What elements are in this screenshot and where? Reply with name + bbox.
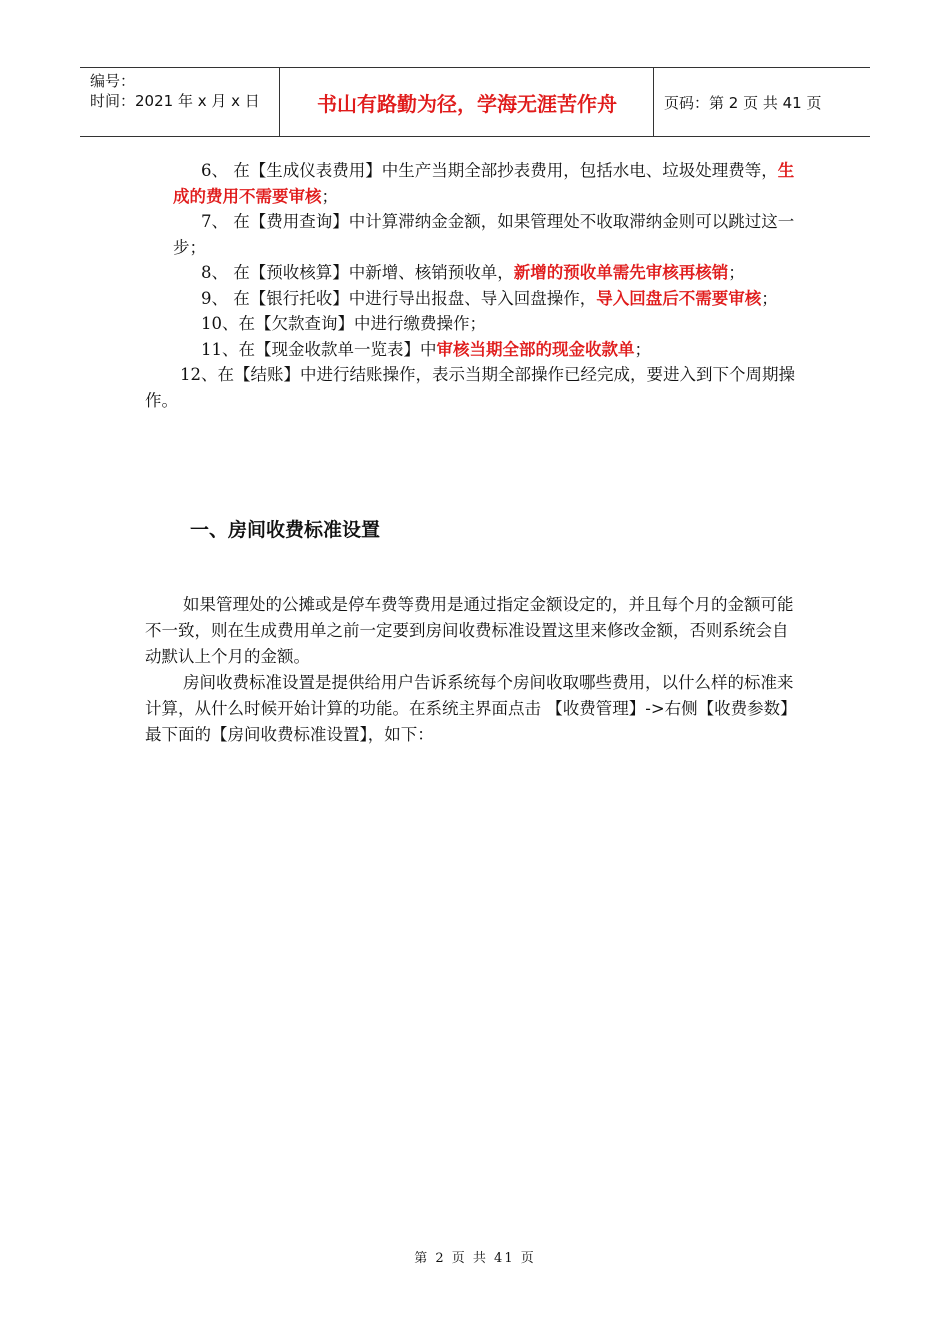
step-item: 11、在【现金收款单一览表】中审核当期全部的现金收款单；	[201, 339, 651, 359]
paragraph: 如果管理处的公摊或是停车费等费用是通过指定金额设定的，并且每个月的金额可能不一致，则在生成费用单之前一定要到房间收费标准设置这里来修改金额，否则系统会自动默认上个月的金额。	[145, 595, 794, 666]
page-footer: 第 2 页 共 41 页	[414, 1251, 536, 1266]
step-item: 10、在【欠款查询】中进行缴费操作；	[201, 314, 486, 333]
step-item: 7、 在【费用查询】中计算滞纳金金额，如果管理处不收取滞纳金则可以跳过这一步；	[173, 212, 795, 257]
header-motto: 书山有路勤为径，学海无涯苦作舟	[281, 68, 654, 136]
step-item: 8、 在【预收核算】中新增、核销预收单，新增的预收单需先审核再核销；	[201, 263, 745, 282]
page-header	[80, 67, 870, 137]
steps-list	[145, 158, 805, 413]
header-info-cell	[80, 68, 280, 136]
paragraph: 房间收费标准设置是提供给用户告诉系统每个房间收取哪些费用，以什么样的标准来计算，从什么时候开始计算的功能。在系统主界面点击 【收费管理】->右侧【收费参数】最下面的【房间收费标准设置】，如下：	[145, 673, 797, 744]
section-heading: 一、房间收费标准设置	[190, 519, 381, 541]
section-body	[145, 592, 800, 748]
step-item: 9、 在【银行托收】中进行导出报盘、导入回盘操作，导入回盘后不需要审核；	[201, 288, 778, 308]
header-page-number: 页码：第 2 页 共 41 页	[664, 93, 822, 112]
document-number-label: 编号：	[90, 72, 136, 90]
document-time-label: 时间：2021 年 x 月 x 日	[90, 92, 260, 110]
step-item: 6、 在【生成仪表费用】中生产当期全部抄表费用，包括水电、垃圾处理费等，生成的费用不需要审核；	[173, 161, 795, 206]
step-item: 12、在【结账】中进行结账操作，表示当期全部操作已经完成，要进入到下个周期操作。	[145, 365, 795, 410]
